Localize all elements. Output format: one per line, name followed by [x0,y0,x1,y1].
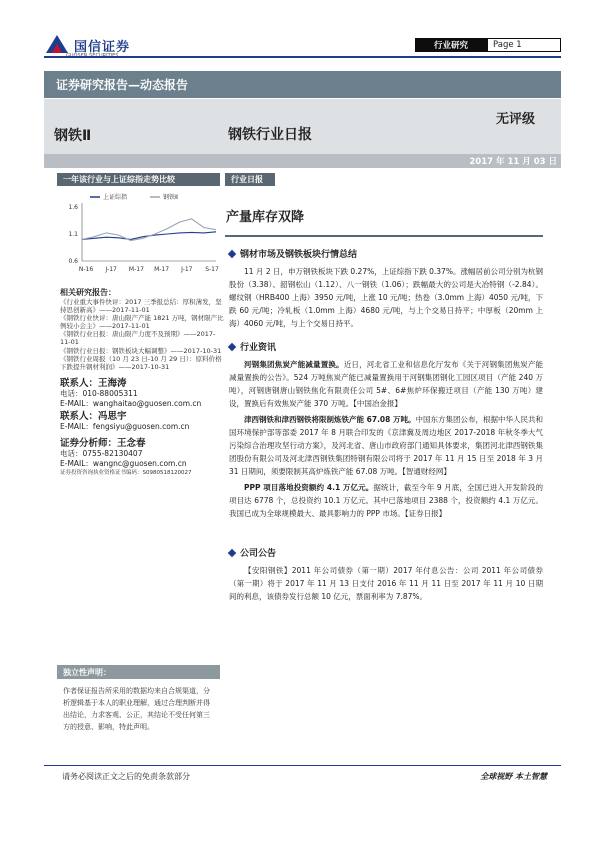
related-reports-title: 相关研究报告： [60,288,116,297]
contact-name: 联系人：王海涛 [60,378,127,389]
related-report-item: 《钢铁行业周报（10 月 23 日-10 月 29 日）：原料价格下跌提升钢材利润》——2017-10-31 [60,354,222,371]
independence-statement: 作者保证报告所采用的数据均来自合规渠道，分析逻辑基于本人的职业理解，通过合理判断并得出结论，力求客观、公正，其结论不受任何第三方的授意、影响，特此声明。 [63,687,210,731]
header-divider [44,56,561,58]
sector-name: 钢铁Ⅱ [54,128,92,144]
headline-divider [225,235,543,237]
paragraph: 津西钢铁和津西钢铁将限制炼铁产能 67.08 万吨。中国东方集团公布，根据中华人民共和国环境保护部等部委 2017 年 8 月联合印发的《京津冀及周边地区 2017-2018 年秋冬季大气污染综合治理攻坚行动方案》，及河北省、唐山市政府部门通知具体要求，集团河北津西钢铁集团股份有限公司及河北津西钢铁集团特钢有限公司将于 2017 年 11 月 15 日至 2018 年 3 月 31 日期间，须要限制其高炉炼铁产能 67.08 万吨。【智通财经网】 [229,415,544,476]
diamond-bullet-icon [228,249,236,257]
related-report-item: 《钢铁行业日报：唐山限产力度不及预期》——2017-11-01 [60,330,216,347]
contact-name: 联系人：冯思宇 [60,411,127,422]
trend-line-chart [60,189,220,279]
industry-news-section [229,340,543,520]
x-tick-label: M-17 [128,266,144,273]
disclaimer-notice: 请务必阅读正文之后的免责条款部分 [62,772,190,781]
related-report-item: 《钢铁行业日报：钢铁板块大幅调整》——2017-10-31 [60,346,222,355]
paragraph: 河钢集团焦炭产能减量置换。近日，河北省工业和信息化厅发布《关于河钢集团焦炭产能减量置换的公告》。524 万吨焦炭产能已减量置换用于河钢集团钢化工园区项目（产能 240 万吨），河钢唐钢唐山钢铁焦化有限责任公司 5#、6#焦炉环保搬迁项目（产能 130 万吨）建设，置换后有效焦炭产能 370 万吨。【中国冶金报】 [229,360,544,408]
x-tick-label: N-16 [78,266,94,273]
page-number: Page 1 [487,38,561,52]
report-title: 钢铁行业日报 [228,127,312,143]
independence-title: 独立性声明： [57,665,220,679]
analyst-email[interactable]: E-MAIL：wangnc@guosen.com.cn [60,458,187,468]
related-report-item: 《钢铁行业快评：唐山限产产能 1821 万吨，钢材限产比例较小会主》——2017-11-01 [60,314,224,331]
y-tick-label: 1.1 [68,231,78,238]
analyst-block [60,435,230,476]
paragraph-lead: 津西钢铁和津西钢铁将限制炼铁产能 67.08 万吨。 [244,415,416,424]
x-tick-label: M-17 [154,266,170,273]
section-heading: 钢材市场及钢铁板块行情总结 [229,247,543,260]
rating-label: 无评级 [496,112,536,127]
x-tick-label: J-17 [181,266,193,273]
x-tick-label: J-17 [105,266,117,273]
paragraph-lead: PPP 项目落地投资额约 4.1 万亿元。 [244,483,374,492]
y-tick-label: 1.6 [68,204,78,211]
related-report-item: 《行业重大事件快评：2017 三季报总结：厚积薄发，坚持思创新高》——2017-11-01 [60,298,222,315]
paragraph: 【安阳钢铁】2011 年公司债券（第一期）2017 年付息公告：公司 2011 年公司债券（第一期）将于 2017 年 11 月 13 日支付 2016 年 11 月 11 日至 2017 年 11 月 10 日期间的利息，该债券发行总额 10 亿元，票面利率为 7.87%。 [229,566,543,601]
headline: 产量库存双降 [226,210,305,225]
paragraph-lead: 河钢集团焦炭产能减量置换。 [244,360,344,369]
legend-label: 上证综指 [103,194,128,201]
legend-label: 钢铁Ⅱ [163,194,178,201]
related-reports-list [60,298,225,371]
analyst-certificate: 证券投资咨询执业资格证书编码：S0980518120027 [60,470,192,476]
contact-block-1 [60,375,225,408]
diamond-bullet-icon [228,342,236,350]
x-tick-label: S-17 [205,266,219,273]
section-heading: 行业资讯 [229,340,543,353]
company-announcements-section [229,546,543,603]
y-tick-label: 0.6 [68,258,78,265]
contact-email[interactable]: E-MAIL：fengsiyu@guosen.com.cn [60,422,190,431]
company-logo-text: 国信证券 [74,40,131,55]
contact-block-2 [60,408,225,432]
contact-phone: 电话：010-88005311 [60,389,138,398]
report-type-banner: 证券研究报告—动态报告 [44,71,561,98]
paragraph: 11 月 2 日，申万钢铁板块下跌 0.27%，上证综指下跌 0.37%。涨幅居前公司分别为杭钢股份（3.38）、韶钢松山（1.12）、八一钢铁（1.06）；跌幅最大的公司是大冶特钢（-2.84）。螺纹钢（HRB400 上海）3950 元/吨，上涨 10 元/吨；热卷（3.0mm 上海）4050 元/吨，下跌 60 元/吨；冷轧板（1.0mm 上海）4680 元/吨，与上个交易日持平；中厚板（20mm 上海）4060 元/吨，与上个交易日持平。 [229,267,543,328]
section-tag: 行业日报 [225,173,275,186]
report-category: 行业研究 [415,38,487,52]
analyst-name: 证券分析师：王念春 [60,438,146,449]
section-heading: 公司公告 [229,546,543,559]
footer-divider [44,765,561,766]
market-summary-section [229,247,543,330]
analyst-phone: 电话：0755-82130407 [60,449,143,458]
diamond-bullet-icon [228,548,236,556]
chart-title: 一年该行业与上证综指走势比较 [57,173,220,186]
footer-slogan: 全球视野 本土智慧 [480,772,547,781]
report-date: 2017 年 11 月 03 日 [469,157,557,167]
contact-email[interactable]: E-MAIL：wanghaitao@guosen.com.cn [60,398,202,408]
paragraph: PPP 项目落地投资额约 4.1 万亿元。据统计，截至今年 9 月底，全国已进入开发阶段的项目达 6778 个，总投资约 10.1 万亿元。其中已落地项目 2388 个，投资额约 4.1 万亿元。我国已成为全球规模最大、最具影响力的 PPP 市场。【证券日报】 [229,483,543,518]
